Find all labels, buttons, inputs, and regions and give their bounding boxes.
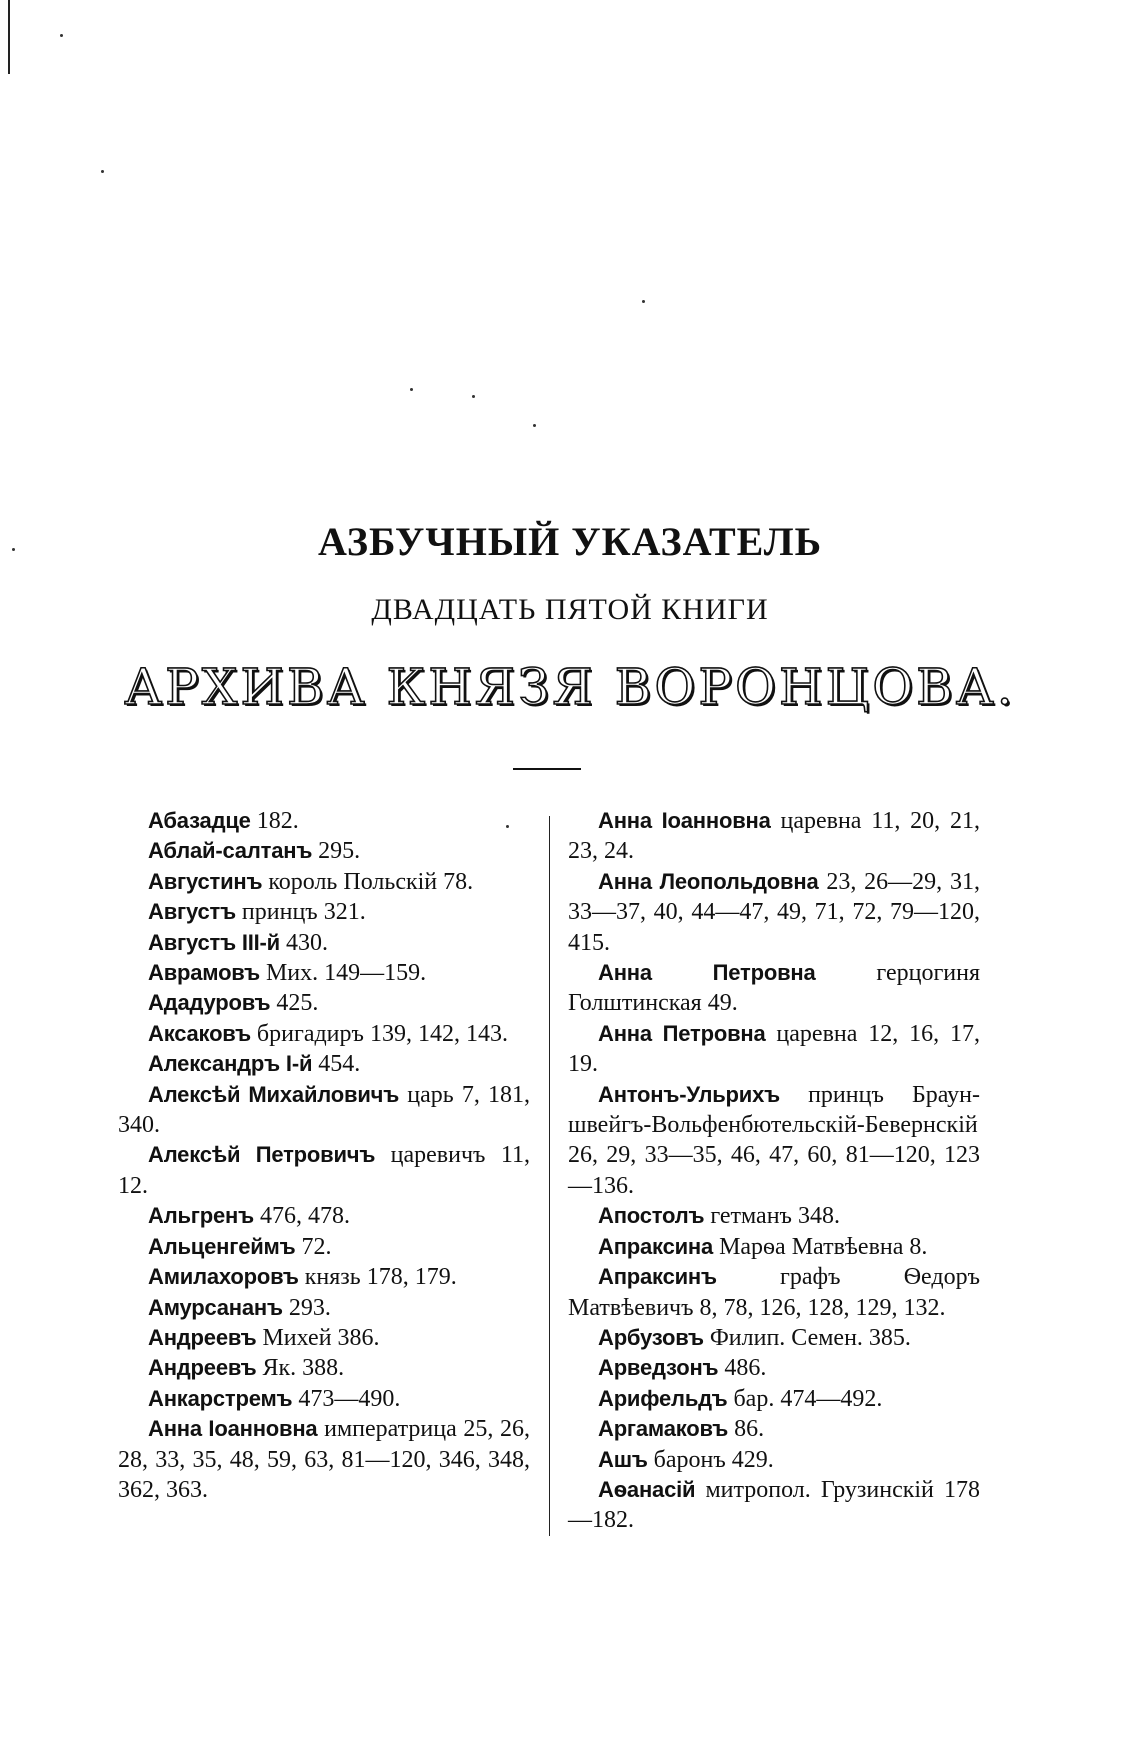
archive-title: АРХИВА КНЯЗЯ ВОРОНЦОВА.: [124, 658, 1016, 716]
index-entry-pages: 473—490.: [292, 1385, 401, 1412]
title-divider: [513, 768, 581, 770]
index-entry-name: Анна Леопольдовна: [598, 868, 819, 894]
index-entry-pages: Як. 388.: [256, 1355, 345, 1382]
index-entry-pages: Марѳа Матвѣевна 8.: [713, 1233, 928, 1260]
index-entry: [118, 806, 530, 836]
index-entry: [118, 1049, 530, 1079]
index-entry-pages: 295.: [312, 838, 361, 865]
index-entry-pages: царевичъ 11, 12.: [118, 1142, 530, 1199]
index-entry: [118, 928, 530, 958]
index-entry-pages: бригадиръ 139, 142, 143.: [250, 1020, 508, 1047]
index-entry-name: Арбузовъ: [598, 1324, 704, 1350]
index-entry-pages: графъ Ѳедоръ Матвѣевичъ 8, 78, 126, 128, 129, 132.: [568, 1264, 980, 1321]
index-entry-pages: Филип. Семен. 385.: [703, 1324, 911, 1351]
index-entry-name: Абазадце: [148, 808, 251, 833]
index-entry-name: Аксаковъ: [148, 1020, 251, 1046]
index-entry: [118, 1140, 530, 1201]
index-entry: [118, 1232, 530, 1262]
index-entry-pages: 72.: [295, 1233, 332, 1260]
index-entry: [568, 867, 980, 958]
index-column-left: [118, 806, 530, 1505]
index-entry-pages: принцъ 321.: [235, 899, 366, 926]
scan-speck: [410, 388, 413, 391]
index-entry-name: Анкарстремъ: [148, 1385, 293, 1411]
index-entry-pages: князь 178, 179.: [298, 1264, 457, 1291]
index-entry: [568, 1232, 980, 1262]
index-entry-name: Апраксина: [598, 1233, 714, 1259]
index-entry-name: Арведзонъ: [598, 1355, 719, 1381]
index-entry: [118, 1414, 530, 1505]
index-entry-pages: митропол. Грузинскій 178—182.: [568, 1476, 980, 1534]
scan-speck: [60, 34, 63, 37]
index-entry-name: Анна Іоанновна: [148, 1416, 318, 1442]
index-entry: [118, 958, 530, 988]
index-entry-name: Альценгеймъ: [148, 1233, 296, 1259]
index-entry: [568, 1201, 980, 1231]
index-entry-pages: 293.: [282, 1294, 331, 1321]
index-entry: [118, 988, 530, 1018]
index-entry-pages: 476, 478.: [253, 1203, 350, 1230]
index-entry-pages: 86.: [728, 1416, 765, 1443]
index-entry-name: Андреевъ: [148, 1324, 257, 1350]
index-entry: [568, 1414, 980, 1444]
index-entry-name: Арифельдъ: [598, 1385, 728, 1411]
index-entry-name: Ададуровъ: [148, 990, 271, 1016]
index-entry: [118, 1293, 530, 1323]
index-entry-pages: Михей 386.: [256, 1324, 380, 1351]
index-entry: [568, 958, 980, 1019]
index-entry: [568, 1475, 980, 1536]
index-entry: [568, 1353, 980, 1383]
index-entry-pages: 486.: [718, 1355, 767, 1382]
index-entry-name: Алексѣй Михайловичъ: [148, 1081, 400, 1107]
index-entry-name: Аврамовъ: [148, 960, 260, 986]
index-entry-name: Аргамаковъ: [598, 1416, 729, 1442]
column-divider: [549, 816, 550, 1536]
index-entry-pages: 23, 26—29, 31, 33—37, 40, 44—47, 49, 71, 72, 79—120, 415.: [568, 868, 981, 956]
index-entry-pages: герцогиня Голштинская 49.: [568, 960, 981, 1017]
index-entry-name: Амурсананъ: [148, 1294, 283, 1320]
index-entry-name: Андреевъ: [148, 1355, 257, 1381]
index-entry-pages: 454.: [312, 1051, 361, 1078]
index-entry: [568, 1262, 980, 1323]
index-entry: [118, 836, 530, 866]
scan-edge-mark: [8, 0, 10, 74]
scan-speck: [533, 424, 536, 427]
index-entry-name: Августъ: [148, 899, 236, 925]
index-entry-pages: императрица 25, 26, 28, 33, 35, 48, 59, 63, 81—120, 346, 348, 362, 363.: [118, 1416, 530, 1503]
index-entry-name: Альгренъ: [148, 1203, 254, 1229]
index-entry-name: Анна Петровна: [598, 1020, 766, 1046]
index-entry-pages: царь 7, 181, 340.: [118, 1081, 530, 1139]
index-entry: [118, 1262, 530, 1292]
index-entry-pages: гетманъ 348.: [704, 1203, 840, 1230]
index-entry: [118, 897, 530, 927]
index-entry: [118, 1080, 530, 1141]
index-entry-pages: 430.: [280, 929, 329, 956]
index-entry: [568, 1384, 980, 1414]
index-entry-name: Антонъ-Ульрихъ: [598, 1081, 780, 1107]
index-entry-name: Аѳанасій: [598, 1476, 696, 1502]
page-title: АЗБУЧНЫЙ УКАЗАТЕЛЬ: [317, 519, 823, 564]
scan-speck: [642, 300, 645, 303]
page-subtitle: ДВАДЦАТЬ ПЯТОЙ КНИГИ: [371, 593, 769, 626]
index-entry: [568, 1080, 980, 1202]
index-entry-name: Алексѣй Петровичъ: [148, 1142, 376, 1168]
index-entry-name: Аблай-салтанъ: [148, 838, 313, 864]
index-entry: [118, 1019, 530, 1049]
index-entry-name: Александръ I-й: [148, 1051, 313, 1077]
index-entry-pages: 182.: [250, 808, 299, 834]
index-entry-pages: принцъ Брауншвейгъ-Вольфенбютельскій-Бевернскій 26, 29, 33—35, 46, 47, 60, 81—120, 123—136.: [568, 1081, 980, 1199]
index-entry-name: Ашъ: [598, 1446, 648, 1472]
index-entry: [568, 1445, 980, 1475]
index-entry-pages: бар. 474—492.: [727, 1385, 883, 1412]
index-entry-pages: царевна 11, 20, 21, 23, 24.: [568, 808, 980, 865]
index-column-right: [568, 806, 980, 1536]
index-entry: [118, 867, 530, 897]
index-entry-name: Анна Петровна: [598, 960, 816, 986]
index-entry-name: Августинъ: [148, 868, 263, 894]
index-entry-name: Анна Іоанновна: [598, 808, 771, 833]
index-entry-pages: баронъ 429.: [647, 1446, 774, 1473]
index-entry-name: Апостолъ: [598, 1203, 705, 1229]
index-entry-pages: царевна 12, 16, 17, 19.: [568, 1020, 980, 1078]
index-entry-name: Августъ III-й: [148, 929, 281, 955]
index-entry: [568, 1323, 980, 1353]
index-entry-pages: король Польскій 78.: [262, 868, 474, 895]
scan-speck: [101, 170, 104, 173]
index-entry: [118, 1201, 530, 1231]
index-entry: [568, 806, 980, 867]
index-entry-name: Апраксинъ: [598, 1264, 717, 1290]
index-entry: [118, 1353, 530, 1383]
scan-speck: [472, 395, 475, 398]
index-entry-pages: 425.: [270, 990, 319, 1017]
index-entry: [568, 1019, 980, 1080]
index-entry-pages: Мих. 149—159.: [259, 960, 427, 987]
index-entry: [118, 1384, 530, 1414]
index-entry: [118, 1323, 530, 1353]
index-entry-name: Амилахоровъ: [148, 1264, 299, 1290]
